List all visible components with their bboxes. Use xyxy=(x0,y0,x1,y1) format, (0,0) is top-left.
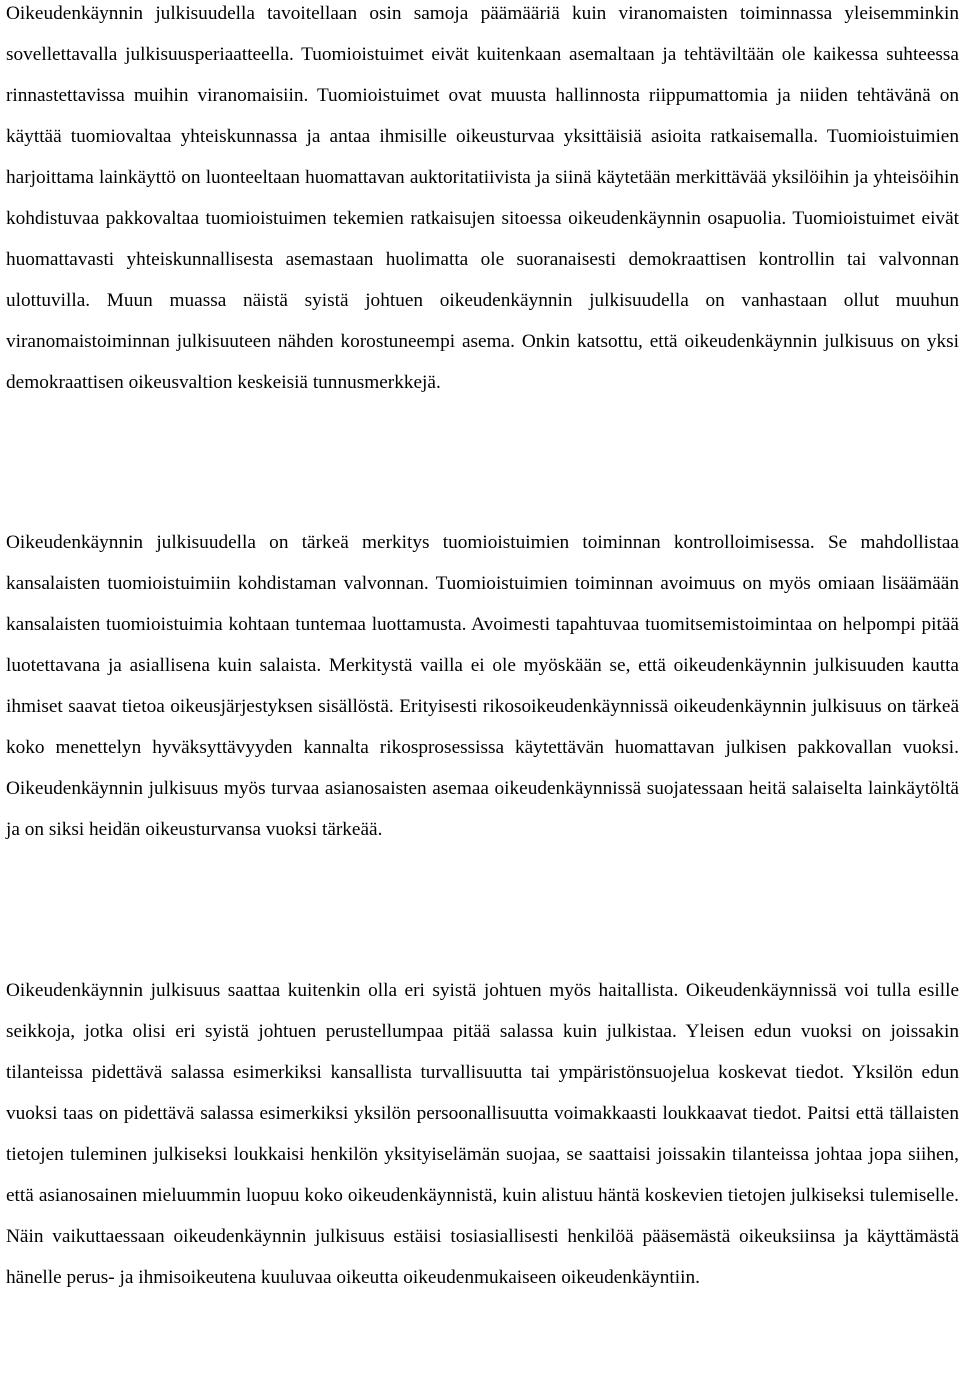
paragraph-1: Oikeudenkäynnin julkisuudella tavoitellaan osin samoja päämääriä kuin viranomaisten toiminnassa yleisemminkin sovellettavalla julkisuusperiaatteella. Tuomioistuimet eivät kuitenkaan asemaltaan ja tehtäviltään ole kaikessa suhteessa rinnastettavissa muihin viranomaisiin. Tuomioistuimet ovat muusta hallinnosta riippumattomia ja niiden tehtävänä on käyttää tuomiovaltaa yhteiskunnassa ja antaa ihmisille oikeusturvaa yksittäisiä asioita ratkaisemalla. Tuomioistuimien harjoittama lainkäyttö on luonteeltaan huomattavan auktoritatiivista ja siinä käytetään merkittävää yksilöihin ja yhteisöihin kohdistuvaa pakkovaltaa tuomioistuimen tekemien ratkaisujen sitoessa oikeudenkäynnin osapuolia. Tuomioistuimet eivät huomattavasti yhteiskunnallisesta asemastaan huolimatta ole suoranaisesti demokraattisen kontrollin tai valvonnan ulottuvilla. Muun muassa näistä syistä johtuen oikeudenkäynnin julkisuudella on vanhastaan ollut muuhun viranomaistoiminnan julkisuuteen nähden korostuneempi asema. Onkin katsottu, että oikeudenkäynnin julkisuus on yksi demokraattisen oikeusvaltion keskeisiä tunnusmerkkejä. xyxy=(6,3,959,393)
paragraph-2: Oikeudenkäynnin julkisuudella on tärkeä merkitys tuomioistuimien toiminnan kontrolloimisessa. Se mahdollistaa kansalaisten tuomioistuimiin kohdistaman valvonnan. Tuomioistuimien toiminnan avoimuus on myös omiaan lisäämään kansalaisten tuomioistuimia kohtaan tuntemaa luottamusta. Avoimesti tapahtuvaa tuomitsemistoimintaa on helpompi pitää luotettavana ja asiallisena kuin salaista. Merkitystä vailla ei ole myöskään se, että oikeudenkäynnin julkisuuden kautta ihmiset saavat tietoa oikeusjärjestyksen sisällöstä. Erityisesti rikosoikeudenkäynnissä oikeudenkäynnin julkisuus on tärkeä koko menettelyn hyväksyttävyyden kannalta rikosprosessissa käytettävän huomattavan julkisen pakkovallan vuoksi. Oikeudenkäynnin julkisuus myös turvaa asianosaisten asemaa oikeudenkäynnissä suojatessaan heitä salaiselta lainkäytöltä ja on siksi heidän oikeusturvansa vuoksi tärkeää. xyxy=(6,532,959,840)
paragraph-3: Oikeudenkäynnin julkisuus saattaa kuitenkin olla eri syistä johtuen myös haitallista. Oikeudenkäynnissä voi tulla esille seikkoja, jotka olisi eri syistä johtuen perustellumpaa pitää salassa kuin julkistaa. Yleisen edun vuoksi on joissakin tilanteissa pidettävä salassa esimerkiksi kansallista turvallisuutta tai ympäristönsuojelua koskevat tiedot. Yksilön edun vuoksi taas on pidettävä salassa esimerkiksi yksilön persoonallisuutta voimakkaasti loukkaavat tiedot. Paitsi että tällaisten tietojen tuleminen julkiseksi loukkaisi henkilön yksityiselämän suojaa, se saattaisi joissakin tilanteissa johtaa jopa siihen, että asianosainen mieluummin luopuu koko oikeudenkäynnistä, kuin alistuu häntä koskevien tietojen julkiseksi tulemiselle. Näin vaikuttaessaan oikeudenkäynnin julkisuus estäisi tosiasiallisesti henkilöä pääsemästä oikeuksiinsa ja käyttämästä hänelle perus- ja ihmisoikeutena kuuluvaa oikeutta oikeudenmukaiseen oikeudenkäyntiin. xyxy=(6,980,959,1288)
